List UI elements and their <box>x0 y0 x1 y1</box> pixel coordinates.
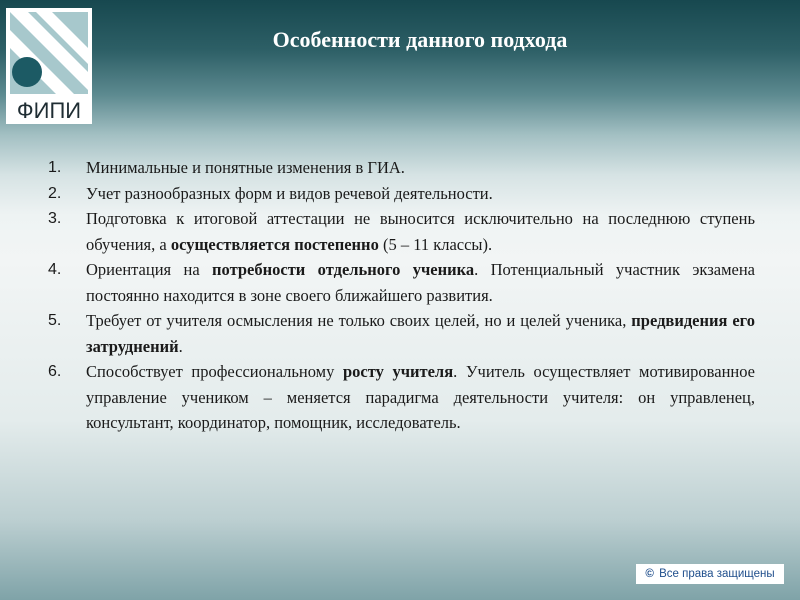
slide-title: Особенности данного подхода <box>272 27 568 52</box>
list-item-text: . Учитель осуществляет мотивированное управление учеником – меняется парадигма деятельности учителя: он управленец, консультант, координатор, помощник, исследователь. <box>86 362 755 432</box>
list-item <box>48 308 755 359</box>
logo-text: ФИПИ <box>16 98 82 123</box>
emphasis-text: предвидения его затруднений <box>86 311 755 356</box>
list-item-text: (5 – 11 классы). <box>378 234 493 254</box>
emphasis-text: потребности отдельного ученика <box>212 260 475 279</box>
list-item-text: . <box>178 336 183 356</box>
list-item-text: Способствует профессиональному <box>86 362 343 381</box>
copyright-icon: © <box>645 568 654 580</box>
list-item-text: Ориентация на <box>86 260 213 279</box>
feature-list <box>48 155 755 436</box>
copyright-badge <box>636 564 784 584</box>
list-item <box>48 359 755 436</box>
list-item-number: 5. <box>48 312 62 329</box>
list-item-text: Требует от учителя осмысления не только своих целей, но и целей ученика, <box>86 311 632 330</box>
list-item-number: 1. <box>48 159 62 176</box>
list-item <box>48 206 755 257</box>
list-item-text: Подготовка к итоговой аттестации не выносится исключительно на последнюю ступень обучения, а <box>86 209 755 254</box>
list-item-number: 3. <box>48 210 62 227</box>
list-item <box>48 155 755 181</box>
emphasis-text: осуществляется постепенно <box>170 234 379 254</box>
list-item-text: . Потенциальный участник экзамена постоянно находится в зоне своего ближайшего развития. <box>86 260 755 305</box>
list-item-number: 2. <box>48 184 62 202</box>
list-item-number: 6. <box>48 363 62 380</box>
fipi-logo <box>6 8 92 124</box>
list-item <box>48 257 755 308</box>
list-item-text: Минимальные и понятные изменения в ГИА. <box>86 158 405 177</box>
emphasis-text: росту учителя <box>342 362 454 381</box>
list-item-text: Учет разнообразных форм и видов речевой деятельности. <box>86 183 493 203</box>
list-item-number: 4. <box>48 261 62 278</box>
list-item <box>48 181 755 207</box>
copyright-text: Все права защищены <box>659 568 775 580</box>
logo-emblem-icon <box>6 8 92 98</box>
